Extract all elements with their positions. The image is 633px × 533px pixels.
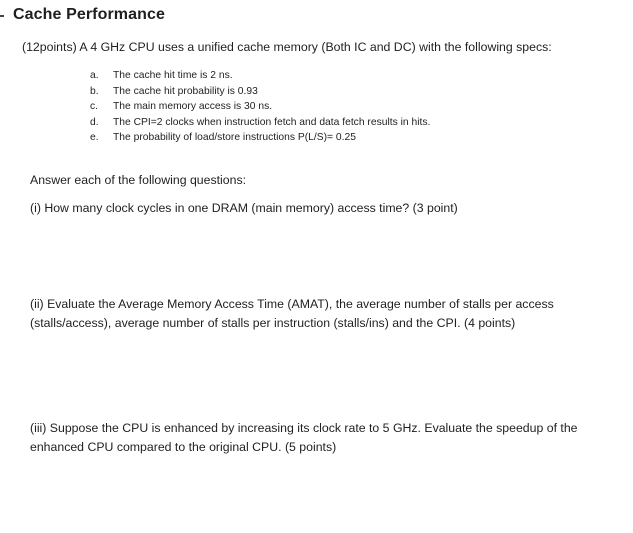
heading-bullet-mark	[0, 15, 4, 17]
spec-list	[90, 68, 430, 146]
spec-text: The probability of load/store instructions P(L/S)= 0.25	[113, 132, 356, 143]
spec-item	[90, 130, 430, 146]
question-2-line-1: (ii) Evaluate the Average Memory Access Time (AMAT), the average number of stalls per access	[30, 297, 554, 311]
spec-item	[90, 68, 430, 84]
answer-prompt: Answer each of the following questions:	[30, 173, 247, 187]
spec-letter: e.	[90, 132, 99, 143]
question-2	[30, 295, 554, 333]
page-title: Cache Performance	[13, 6, 165, 23]
spec-text: The cache hit probability is 0.93	[113, 85, 258, 97]
spec-letter: c.	[90, 101, 99, 112]
question-3	[30, 419, 578, 457]
problem-intro: (12points) A 4 GHz CPU uses a unified cache memory (Both IC and DC) with the following specs:	[22, 40, 552, 54]
question-3-line-2: enhanced CPU compared to the original CPU. (5 points)	[30, 440, 337, 454]
spec-text: The cache hit time is 2 ns.	[113, 70, 233, 81]
spec-letter: d.	[90, 116, 99, 128]
spec-text: The main memory access is 30 ns.	[113, 101, 273, 112]
question-2-line-2: (stalls/access), average number of stalls per instruction (stalls/ins) and the CPI. (4 points)	[30, 316, 516, 330]
spec-letter: b.	[90, 85, 99, 97]
spec-letter: a.	[90, 70, 99, 81]
spec-item	[90, 99, 430, 115]
spec-text: The CPI=2 clocks when instruction fetch and data fetch results in hits.	[113, 116, 431, 128]
question-1: (i) How many clock cycles in one DRAM (main memory) access time? (3 point)	[30, 201, 458, 215]
question-3-line-1: (iii) Suppose the CPU is enhanced by increasing its clock rate to 5 GHz. Evaluate the speedup of the	[30, 421, 578, 435]
spec-item	[90, 84, 430, 100]
spec-item	[90, 115, 430, 131]
